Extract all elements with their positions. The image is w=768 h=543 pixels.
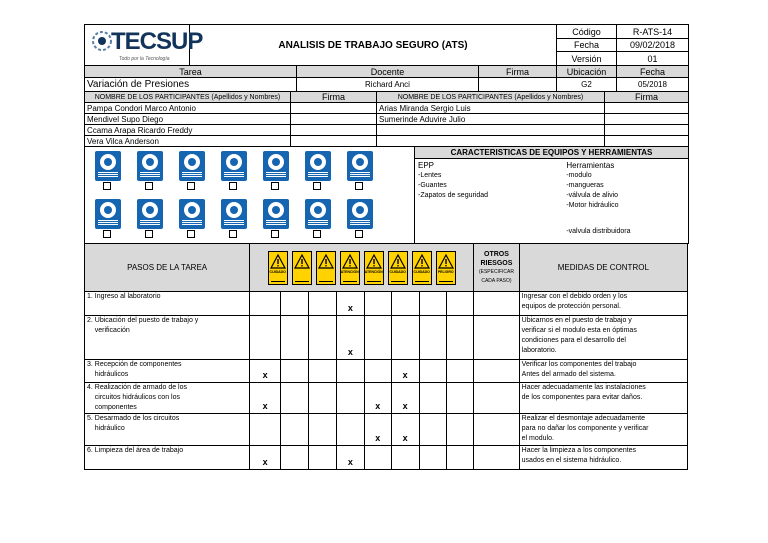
hazard-mark-cell[interactable] bbox=[419, 292, 447, 316]
control-measure-line: Ingresar con el debido orden y los bbox=[521, 293, 628, 300]
hazard-mark-cell[interactable]: x bbox=[250, 446, 281, 470]
docente-value: Richard Anci bbox=[297, 78, 479, 92]
visor-sign-icon bbox=[347, 199, 373, 239]
logo-text: TECSUP bbox=[111, 28, 203, 55]
mask-sign-icon bbox=[137, 151, 163, 191]
epp-checkbox[interactable] bbox=[187, 182, 195, 190]
hazard-warning-sign-icon bbox=[364, 251, 384, 285]
hazard-mark-cell[interactable] bbox=[281, 446, 309, 470]
hazard-mark-cell[interactable] bbox=[364, 292, 391, 316]
control-measure bbox=[519, 414, 687, 446]
step-description-line: hidráulico bbox=[87, 425, 125, 432]
step-description bbox=[85, 446, 250, 470]
control-measure bbox=[519, 292, 687, 316]
control-measure-line: Hacer la limpieza a los componentes bbox=[521, 447, 637, 454]
apron-sign-icon bbox=[305, 199, 331, 239]
hazard-sign-label: CUIDADO bbox=[269, 269, 286, 274]
ubicacion-label: Ubicación bbox=[557, 66, 617, 78]
hazard-mark-cell[interactable] bbox=[336, 383, 364, 414]
epp-checkbox[interactable] bbox=[103, 182, 111, 190]
step-description bbox=[85, 383, 250, 414]
epp-checkbox[interactable] bbox=[145, 182, 153, 190]
hazard-mark-cell[interactable] bbox=[391, 446, 419, 470]
participant-name: Mendivel Supo Diego bbox=[85, 114, 291, 125]
hazard-mark-cell[interactable]: x bbox=[391, 383, 419, 414]
ubicacion-value: G2 bbox=[557, 78, 617, 92]
tool-item: -mangueras bbox=[566, 182, 604, 190]
hazard-mark-cell[interactable] bbox=[281, 360, 309, 383]
hazard-mark-cell[interactable] bbox=[447, 360, 474, 383]
logo bbox=[85, 25, 203, 66]
hazard-mark-cell[interactable]: x bbox=[364, 383, 391, 414]
hazard-warning-sign-icon bbox=[340, 251, 360, 285]
meta-label-codigo: Código bbox=[557, 25, 617, 39]
participant-signature bbox=[605, 125, 689, 136]
tool-item bbox=[566, 211, 685, 221]
participant-signature bbox=[605, 136, 689, 147]
epp-checkbox[interactable] bbox=[313, 230, 321, 238]
step-description bbox=[85, 414, 250, 446]
medidas-header: MEDIDAS DE CONTROL bbox=[519, 244, 687, 292]
control-measure bbox=[519, 383, 687, 414]
hazard-mark-cell[interactable] bbox=[419, 316, 447, 360]
control-measure bbox=[519, 316, 687, 360]
step-description-line: circuitos hidráulicos con los bbox=[87, 394, 180, 401]
step-row bbox=[85, 360, 688, 383]
hazard-signs bbox=[250, 244, 474, 292]
epp-checkbox[interactable] bbox=[313, 182, 321, 190]
hazard-mark-cell[interactable]: x bbox=[250, 360, 281, 383]
hazard-mark-cell[interactable] bbox=[309, 316, 337, 360]
epp-checkbox[interactable] bbox=[229, 230, 237, 238]
participant-name: Arias Miranda Sergio Luis bbox=[377, 103, 605, 114]
tools-list bbox=[566, 161, 685, 237]
control-measure-line: Hacer adecuadamente las instalaciones bbox=[521, 384, 646, 391]
hazard-mark-cell[interactable] bbox=[250, 316, 281, 360]
otros-riesgos-cell[interactable] bbox=[474, 414, 519, 446]
step-description bbox=[85, 316, 250, 360]
meta-label-fecha: Fecha bbox=[557, 39, 617, 52]
participant-signature bbox=[605, 103, 689, 114]
hazard-warning-sign-icon bbox=[268, 251, 288, 285]
step-description-line: 6. Limpieza del área de trabajo bbox=[87, 447, 184, 454]
hazard-mark-cell[interactable] bbox=[364, 316, 391, 360]
participant-signature bbox=[291, 125, 377, 136]
logo-tagline: Todo por la Tecnología bbox=[119, 56, 170, 62]
hazard-mark-cell[interactable] bbox=[281, 316, 309, 360]
hazard-mark-cell[interactable]: x bbox=[336, 316, 364, 360]
step-description-line: verificación bbox=[87, 327, 130, 334]
participant-signature bbox=[291, 136, 377, 147]
form-title: ANALISIS DE TRABAJO SEGURO (ATS) bbox=[190, 25, 557, 66]
hand-wash-sign-icon bbox=[95, 199, 121, 239]
hazard-mark-cell[interactable] bbox=[447, 292, 474, 316]
participant-signature bbox=[605, 114, 689, 125]
respirator-sign-icon bbox=[305, 151, 331, 191]
hazard-sign-label: CUIDADO bbox=[413, 269, 430, 274]
meta-value-version: 01 bbox=[617, 52, 689, 66]
ear-protection-sign-icon bbox=[221, 151, 247, 191]
ats-form bbox=[84, 24, 688, 494]
hazard-mark-cell[interactable] bbox=[419, 446, 447, 470]
hazard-mark-cell[interactable] bbox=[447, 446, 474, 470]
step-description bbox=[85, 292, 250, 316]
hazard-warning-sign-icon bbox=[412, 251, 432, 285]
control-measure bbox=[519, 360, 687, 383]
hazard-mark-cell[interactable] bbox=[309, 292, 337, 316]
pasos-header: PASOS DE LA TAREA bbox=[85, 244, 250, 292]
hazard-sign-label: ATENCIÓN bbox=[340, 269, 359, 274]
otros-riesgos-cell[interactable] bbox=[474, 360, 519, 383]
tecsup-logo-icon bbox=[91, 30, 113, 52]
otros-riesgos-cell[interactable] bbox=[474, 383, 519, 414]
control-measure-line: Verificar los componentes del trabajo bbox=[521, 361, 637, 368]
otros-riesgos-header bbox=[474, 244, 519, 292]
fecha-value: 05/2018 bbox=[617, 78, 689, 92]
tool-item: -Motor hidráulico bbox=[566, 202, 619, 210]
hazard-mark-cell[interactable] bbox=[447, 383, 474, 414]
hazard-mark-cell[interactable] bbox=[391, 292, 419, 316]
step-row bbox=[85, 292, 688, 316]
control-measure-line: Antes del armado del sistema. bbox=[521, 371, 616, 378]
hazard-mark-cell[interactable] bbox=[336, 414, 364, 446]
epp-checkbox[interactable] bbox=[187, 230, 195, 238]
epp-checkbox[interactable] bbox=[271, 230, 279, 238]
participants-name-header-2: NOMBRE DE LOS PARTICIPANTES (Apellidos y Nombres) bbox=[377, 92, 605, 103]
participant-name bbox=[377, 136, 605, 147]
tarea-label: Tarea bbox=[85, 66, 297, 78]
participant-signature bbox=[291, 114, 377, 125]
fecha-label: Fecha bbox=[617, 66, 689, 78]
tool-item: -valvula distribuidora bbox=[566, 228, 631, 236]
participant-name: Pampa Condori Marco Antonio bbox=[85, 103, 291, 114]
epp-list-title: EPP bbox=[418, 161, 435, 171]
hazard-mark-cell[interactable] bbox=[281, 383, 309, 414]
participants-table bbox=[84, 91, 689, 147]
epp-signs-grid bbox=[85, 147, 414, 243]
hazard-mark-cell[interactable]: x bbox=[391, 414, 419, 446]
step-row bbox=[85, 383, 688, 414]
hazard-mark-cell[interactable] bbox=[391, 316, 419, 360]
step-row bbox=[85, 414, 688, 446]
epp-item: -Lentes bbox=[418, 172, 442, 180]
face-shield-sign-icon bbox=[347, 151, 373, 191]
otros-riesgos-title: OTROS RIESGOS bbox=[480, 250, 513, 267]
hazard-sign-label: PELIGRO bbox=[437, 269, 454, 274]
hazard-mark-cell[interactable] bbox=[309, 360, 337, 383]
hazard-mark-cell[interactable] bbox=[447, 414, 474, 446]
hazard-sign-label: CUIDADO bbox=[389, 269, 406, 274]
step-description-line: componentes bbox=[87, 404, 137, 411]
hazard-mark-cell[interactable] bbox=[309, 446, 337, 470]
equipment-detail bbox=[415, 159, 689, 244]
hazard-mark-cell[interactable] bbox=[419, 383, 447, 414]
epp-list bbox=[418, 161, 566, 237]
tools-list-title: Herramientas bbox=[566, 161, 615, 171]
harness-sign-icon bbox=[179, 199, 205, 239]
hazard-mark-cell[interactable] bbox=[364, 446, 391, 470]
firma-label: Firma bbox=[479, 66, 557, 78]
participant-name: Sumerinde Aduvire Julio bbox=[377, 114, 605, 125]
hazard-sign-label: ATENCIÓN bbox=[364, 269, 383, 274]
hazard-mark-cell[interactable]: x bbox=[364, 414, 391, 446]
step-row bbox=[85, 316, 688, 360]
step-description-line: 3. Recepción de componentes bbox=[87, 361, 182, 368]
boots-sign-icon bbox=[221, 199, 247, 239]
otros-riesgos-cell[interactable] bbox=[474, 292, 519, 316]
step-description bbox=[85, 360, 250, 383]
epp-checkbox[interactable] bbox=[355, 230, 363, 238]
equipment-table bbox=[84, 146, 689, 244]
hazard-mark-cell[interactable] bbox=[419, 414, 447, 446]
step-description-line: 2. Ubicación del puesto de trabajo y bbox=[87, 317, 199, 324]
control-measure-line: el modulo. bbox=[521, 435, 554, 442]
steps-body bbox=[85, 292, 688, 470]
hazard-mark-cell[interactable] bbox=[364, 360, 391, 383]
participants-firma-header-2: Firma bbox=[605, 92, 689, 103]
steps-table bbox=[84, 243, 688, 470]
hazard-mark-cell[interactable] bbox=[309, 414, 337, 446]
hazard-mark-cell[interactable] bbox=[281, 292, 309, 316]
participants-firma-header: Firma bbox=[291, 92, 377, 103]
control-measure-line: equipos de protección personal. bbox=[521, 303, 621, 310]
hazard-mark-cell[interactable] bbox=[336, 360, 364, 383]
hazard-mark-cell[interactable] bbox=[281, 414, 309, 446]
hazard-mark-cell[interactable] bbox=[419, 360, 447, 383]
epp-checkbox[interactable] bbox=[229, 182, 237, 190]
hazard-mark-cell[interactable]: x bbox=[391, 360, 419, 383]
header-table bbox=[84, 24, 689, 66]
epp-checkbox[interactable] bbox=[355, 182, 363, 190]
control-measure-line: para no dañar los componente y verificar bbox=[521, 425, 649, 432]
meta-value-codigo: R-ATS-14 bbox=[617, 25, 689, 39]
participant-name: Ccama Arapa Ricardo Freddy bbox=[85, 125, 291, 136]
control-measure-line: laboratorio. bbox=[521, 347, 557, 354]
hazard-mark-cell[interactable] bbox=[309, 383, 337, 414]
step-description-line: 4. Realización de armado de los bbox=[87, 384, 188, 391]
control-measure-line: condiciones para el desarrollo del bbox=[521, 337, 626, 344]
otros-riesgos-cell[interactable] bbox=[474, 316, 519, 360]
epp-signs-panel bbox=[85, 147, 415, 244]
hazard-warning-sign-icon bbox=[316, 251, 336, 285]
otros-riesgos-cell[interactable] bbox=[474, 446, 519, 470]
meta-value-fecha: 09/02/2018 bbox=[617, 39, 689, 52]
hazard-mark-cell[interactable]: x bbox=[336, 446, 364, 470]
tool-item: -modulo bbox=[566, 172, 592, 180]
tool-item: -válvula de alivio bbox=[566, 192, 619, 200]
control-measure-line: de los componentes para evitar daños. bbox=[521, 394, 643, 401]
epp-checkbox[interactable] bbox=[103, 230, 111, 238]
control-measure-line: verificar si el modulo esta en óptimas bbox=[521, 327, 637, 334]
control-measure-line: usados en el sistema hidráulico. bbox=[521, 457, 622, 464]
hearing-sign-icon bbox=[263, 199, 289, 239]
hazard-mark-cell[interactable]: x bbox=[250, 383, 281, 414]
hazard-mark-cell[interactable]: x bbox=[336, 292, 364, 316]
docente-label: Docente bbox=[297, 66, 479, 78]
participants-name-header: NOMBRE DE LOS PARTICIPANTES (Apellidos y Nombres) bbox=[85, 92, 291, 103]
boots-sign-icon bbox=[179, 151, 205, 191]
control-measure-line: Ubicarnos en el puesto de trabajo y bbox=[521, 317, 632, 324]
hazard-warning-sign-icon bbox=[388, 251, 408, 285]
equipment-title: CARACTERISTICAS DE EQUIPOS Y HERRAMIENTAS bbox=[415, 147, 689, 159]
step-description-line: 5. Desarmado de los circuitos bbox=[87, 415, 180, 422]
epp-item: -Zapatos de seguridad bbox=[418, 192, 489, 200]
helmet-sign-icon bbox=[95, 151, 121, 191]
firma-value bbox=[479, 78, 557, 92]
hazard-mark-cell[interactable] bbox=[250, 292, 281, 316]
step-description-line: hidráulicos bbox=[87, 371, 129, 378]
step-row bbox=[85, 446, 688, 470]
step-description-line: 1. Ingreso al laboratorio bbox=[87, 293, 161, 300]
epp-checkbox[interactable] bbox=[271, 182, 279, 190]
epp-item: -Guantes bbox=[418, 182, 447, 190]
control-measure-line: Realizar el desmontaje adecuadamente bbox=[521, 415, 646, 422]
epp-checkbox[interactable] bbox=[145, 230, 153, 238]
suit-sign-icon bbox=[137, 199, 163, 239]
participant-name: Vera Vilca Anderson bbox=[85, 136, 291, 147]
otros-riesgos-note: (ESPECIFICAR CADA PASO) bbox=[478, 268, 514, 284]
hazard-mark-cell[interactable] bbox=[250, 414, 281, 446]
gloves-sign-icon bbox=[263, 151, 289, 191]
participant-signature bbox=[291, 103, 377, 114]
hazard-sign-row bbox=[252, 251, 471, 285]
tarea-value: Variación de Presiones bbox=[85, 78, 297, 92]
hazard-mark-cell[interactable] bbox=[447, 316, 474, 360]
hazard-warning-sign-icon bbox=[292, 251, 312, 285]
hazard-warning-sign-icon bbox=[436, 251, 456, 285]
info-table bbox=[84, 65, 689, 92]
participant-name bbox=[377, 125, 605, 136]
meta-label-version: Versión bbox=[557, 52, 617, 66]
control-measure bbox=[519, 446, 687, 470]
